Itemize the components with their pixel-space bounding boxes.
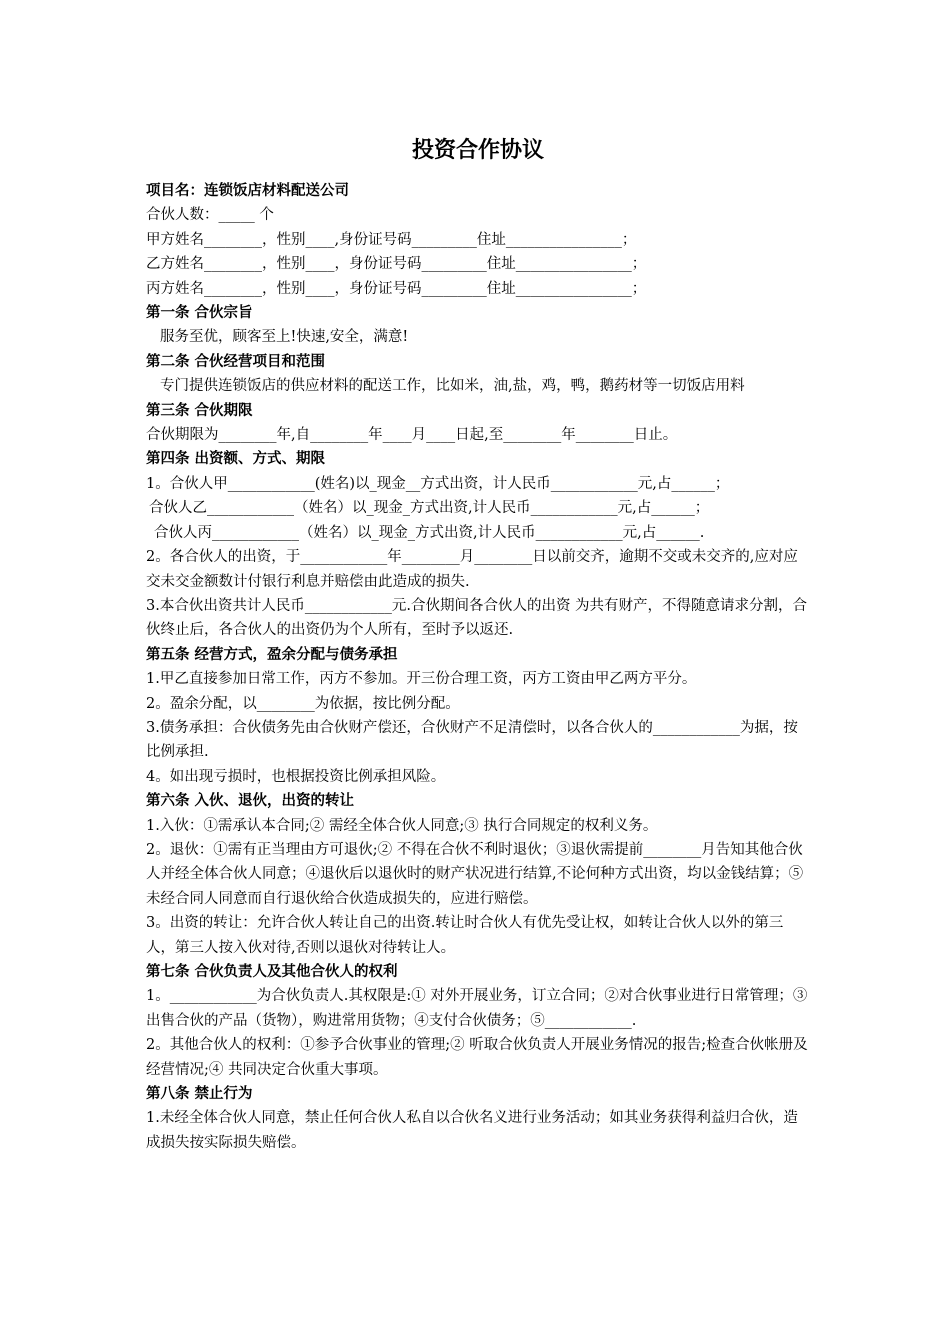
article-3-title: 第三条 合伙期限 <box>146 402 253 419</box>
article-6-item-2: 2。退伙：①需有正当理由方可退伙;② 不得在合伙不利时退伙；③退伙需提前________月告知其他合伙人并经全体合伙人同意；④退伙后以退伙时的财产状况进行结算,不论何种方式出资，均以金钱结算；⑤未经合同人同意而自行退伙给合伙造成损失的，应进行赔偿。 <box>146 841 804 907</box>
article-6-title: 第六条 入伙、退伙，出资的转让 <box>146 793 355 810</box>
article-4-item-3: 3.本合伙出资共计人民币____________元.合伙期间各合伙人的出资 为共有财产，不得随意请求分割，合伙终止后，各合伙人的出资仍为个人所有，至时予以返还. <box>146 597 808 639</box>
article-2-text: 专门提供连锁饭店的供应材料的配送工作，比如米，油,盐，鸡，鸭，鹅药材等一切饭店用料 <box>160 378 745 395</box>
article-3-text: 合伙期限为________年,自________年____月____日起,至________年________日止。 <box>146 427 678 444</box>
article-4-item-1: 1。合伙人甲____________(姓名)以_现金__方式出资，计人民币____________元,占______； <box>146 475 730 492</box>
partners-count: 合伙人数：_____ 个 <box>146 207 274 224</box>
article-5-item-2: 2。盈余分配，以________为依据，按比例分配。 <box>146 695 460 712</box>
article-1-title: 第一条 合伙宗旨 <box>146 305 253 322</box>
article-5-item-4: 4。如出现亏损时，也根据投资比例承担风险。 <box>146 768 446 785</box>
article-1-text: 服务至优，顾客至上!快速,安全，满意! <box>160 329 409 346</box>
article-8-item-1: 1.未经全体合伙人同意，禁止任何合伙人私自以合伙名义进行业务活动；如其业务获得利益归合伙，造成损失按实际损失赔偿。 <box>146 1110 798 1151</box>
document-page <box>146 130 810 1155</box>
party-a-info: 甲方姓名________，性别____,身份证号码_________住址________________； <box>146 231 637 248</box>
article-5-item-3: 3.债务承担：合伙债务先由合伙财产偿还，合伙财产不足清偿时，以各合伙人的____________为据，按比例承担. <box>146 719 798 761</box>
article-6-item-1: 1.入伙：①需承认本合同;② 需经全体合伙人同意;③ 执行合同规定的权利义务。 <box>146 817 658 834</box>
party-b-info: 乙方姓名________，性别____，身份证号码_________住址________________； <box>146 256 647 273</box>
article-7-title: 第七条 合伙负责人及其他合伙人的权利 <box>146 964 398 980</box>
article-4-title: 第四条 出资额、方式、期限 <box>146 451 326 468</box>
article-4-item-2: 2。各合伙人的出资，于____________年________月________日以前交齐，逾期不交或未交齐的,应对应交未交金额数计付银行利息并赔偿由此造成的损失. <box>146 549 798 590</box>
document-title: 投资合作协议 <box>411 137 544 163</box>
article-6-item-3: 3。出资的转让：允许合伙人转让自己的出资.转让时合伙人有优先受让权，如转让合伙人以外的第三人，第三人按入伙对待,否则以退伙对待转让人。 <box>146 915 784 956</box>
party-c-info: 丙方姓名________，性别____，身份证号码_________住址________________； <box>146 280 647 297</box>
article-4-item-1c: 合伙人丙____________（姓名）以_现金_方式出资,计人民币____________元,占______. <box>154 524 705 541</box>
article-4-item-1b: 合伙人乙____________（姓名）以_现金_方式出资,计人民币____________元,占______； <box>149 500 710 517</box>
article-7-item-1: 1。____________为合伙负责人.其权限是:① 对外开展业务，订立合同；②对合伙事业进行日常管理；③出售合伙的产品（货物），购进常用货物；④支付合伙债务；⑤____________. <box>146 988 808 1029</box>
article-2-title: 第二条 合伙经营项目和范围 <box>146 353 326 370</box>
article-5-title: 第五条 经营方式，盈余分配与债务承担 <box>146 646 398 663</box>
article-5-item-1: 1.甲乙直接参加日常工作，丙方不参加。开三份合理工资，丙方工资由甲乙两方平分。 <box>146 671 697 688</box>
article-8-title: 第八条 禁止行为 <box>146 1086 253 1103</box>
project-name: 项目名：连锁饭店材料配送公司 <box>146 183 349 199</box>
article-7-item-2: 2。其他合伙人的权利：①参予合伙事业的管理;② 听取合伙负责人开展业务情况的报告;检查合伙帐册及经营情况;④ 共同决定合伙重大事项。 <box>146 1037 808 1078</box>
